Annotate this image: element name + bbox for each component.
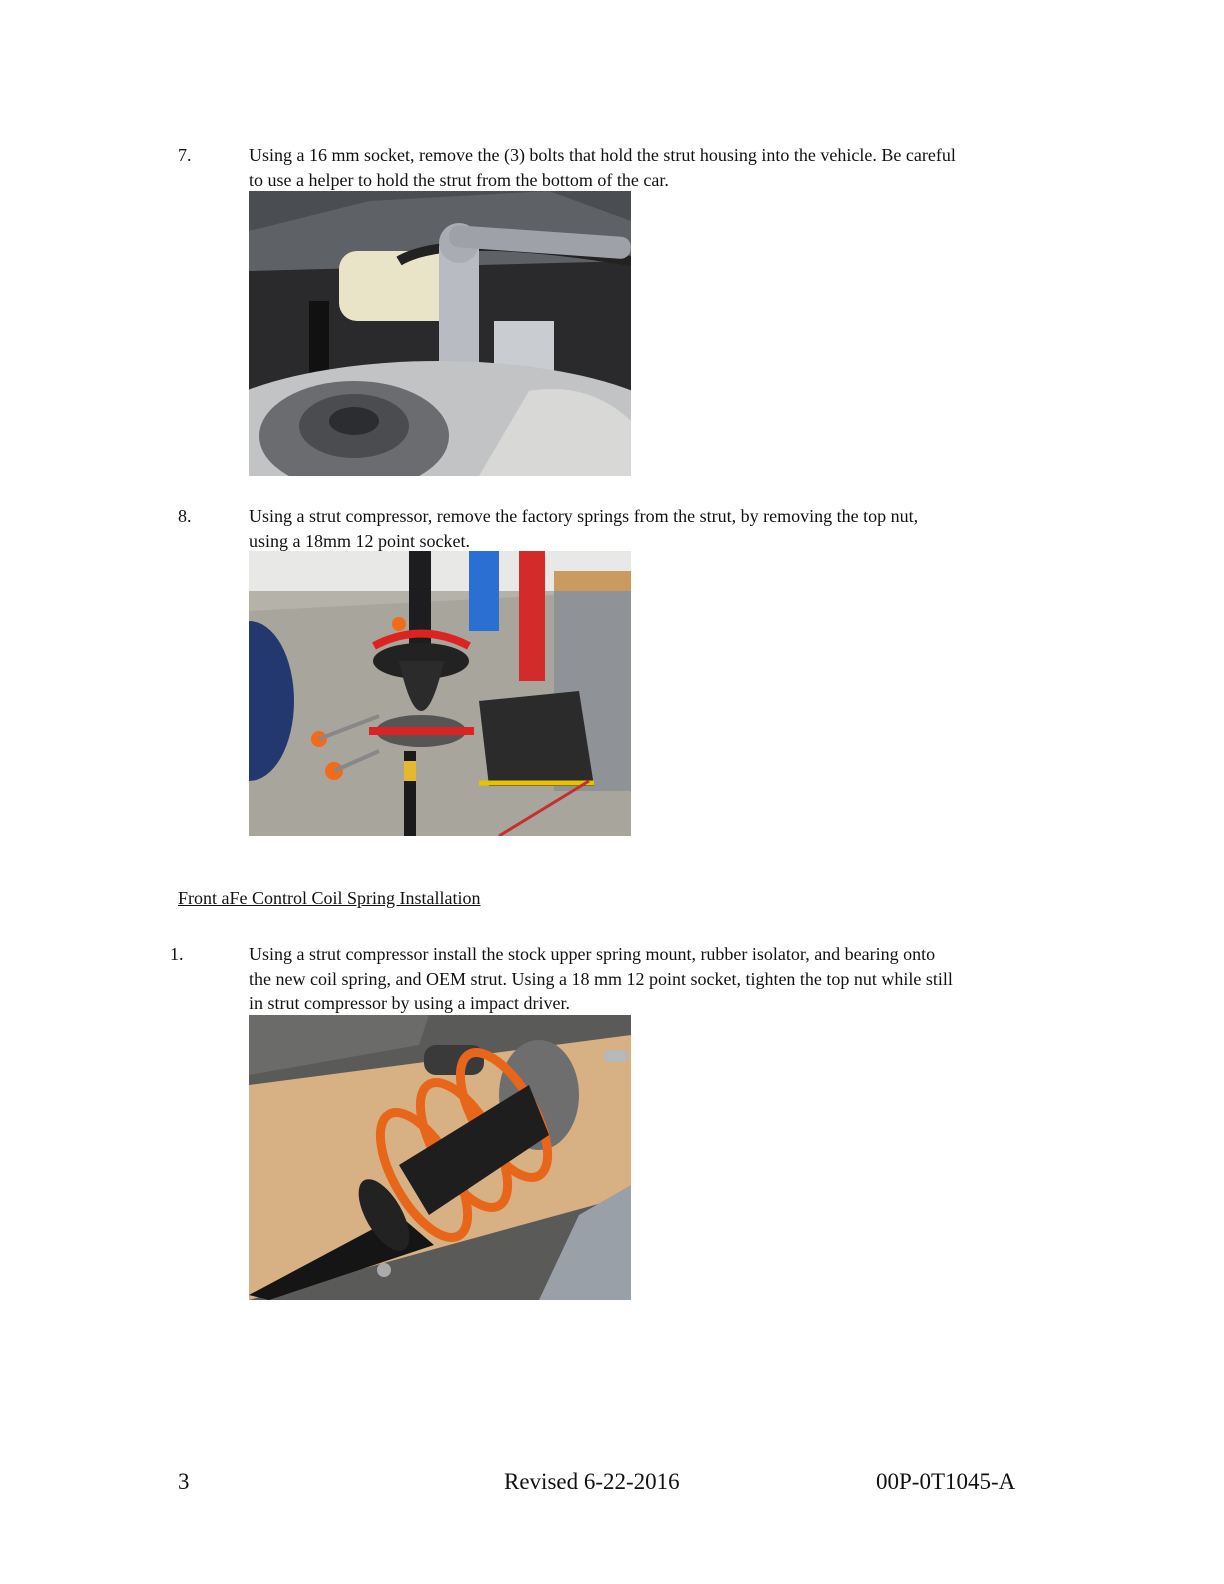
install-step-1-text [249, 942, 1049, 1016]
step-7-line-2: to use a helper to hold the strut from the bottom of the car. [249, 169, 669, 190]
section-heading: Front aFe Control Coil Spring Installation [178, 888, 481, 908]
strut-compressor-photo [249, 551, 631, 836]
revision-date: Revised 6-22-2016 [504, 1469, 680, 1494]
step-8-line-2: using a 18mm 12 point socket. [249, 530, 470, 551]
step-8-number: 8. [178, 506, 192, 526]
install-step-1-line-3: in strut compressor by using a impact driver. [249, 993, 570, 1013]
install-step-1-line-1: Using a strut compressor install the stock upper spring mount, rubber isolator, and bearing onto [249, 944, 936, 964]
step-7-text [249, 143, 1049, 192]
install-step-1-number: 1. [170, 944, 184, 964]
page-number: 3 [178, 1469, 190, 1494]
part-number: 00P-0T1045-A [876, 1469, 1016, 1494]
step-7-line-1: Using a 16 mm socket, remove the (3) bolts that hold the strut housing into the vehicle. Be careful [249, 145, 956, 165]
install-step-1-line-2: the new coil spring, and OEM strut. Using a 18 mm 12 point socket, tighten the top nut while still [249, 968, 953, 989]
engine-bay-strut-bolts-photo [249, 191, 631, 476]
coil-spring-installed-photo [249, 1015, 631, 1300]
step-8-text [249, 504, 1049, 553]
step-8-line-1: Using a strut compressor, remove the factory springs from the strut, by removing the top nut, [249, 506, 919, 526]
step-7-number: 7. [178, 145, 192, 165]
